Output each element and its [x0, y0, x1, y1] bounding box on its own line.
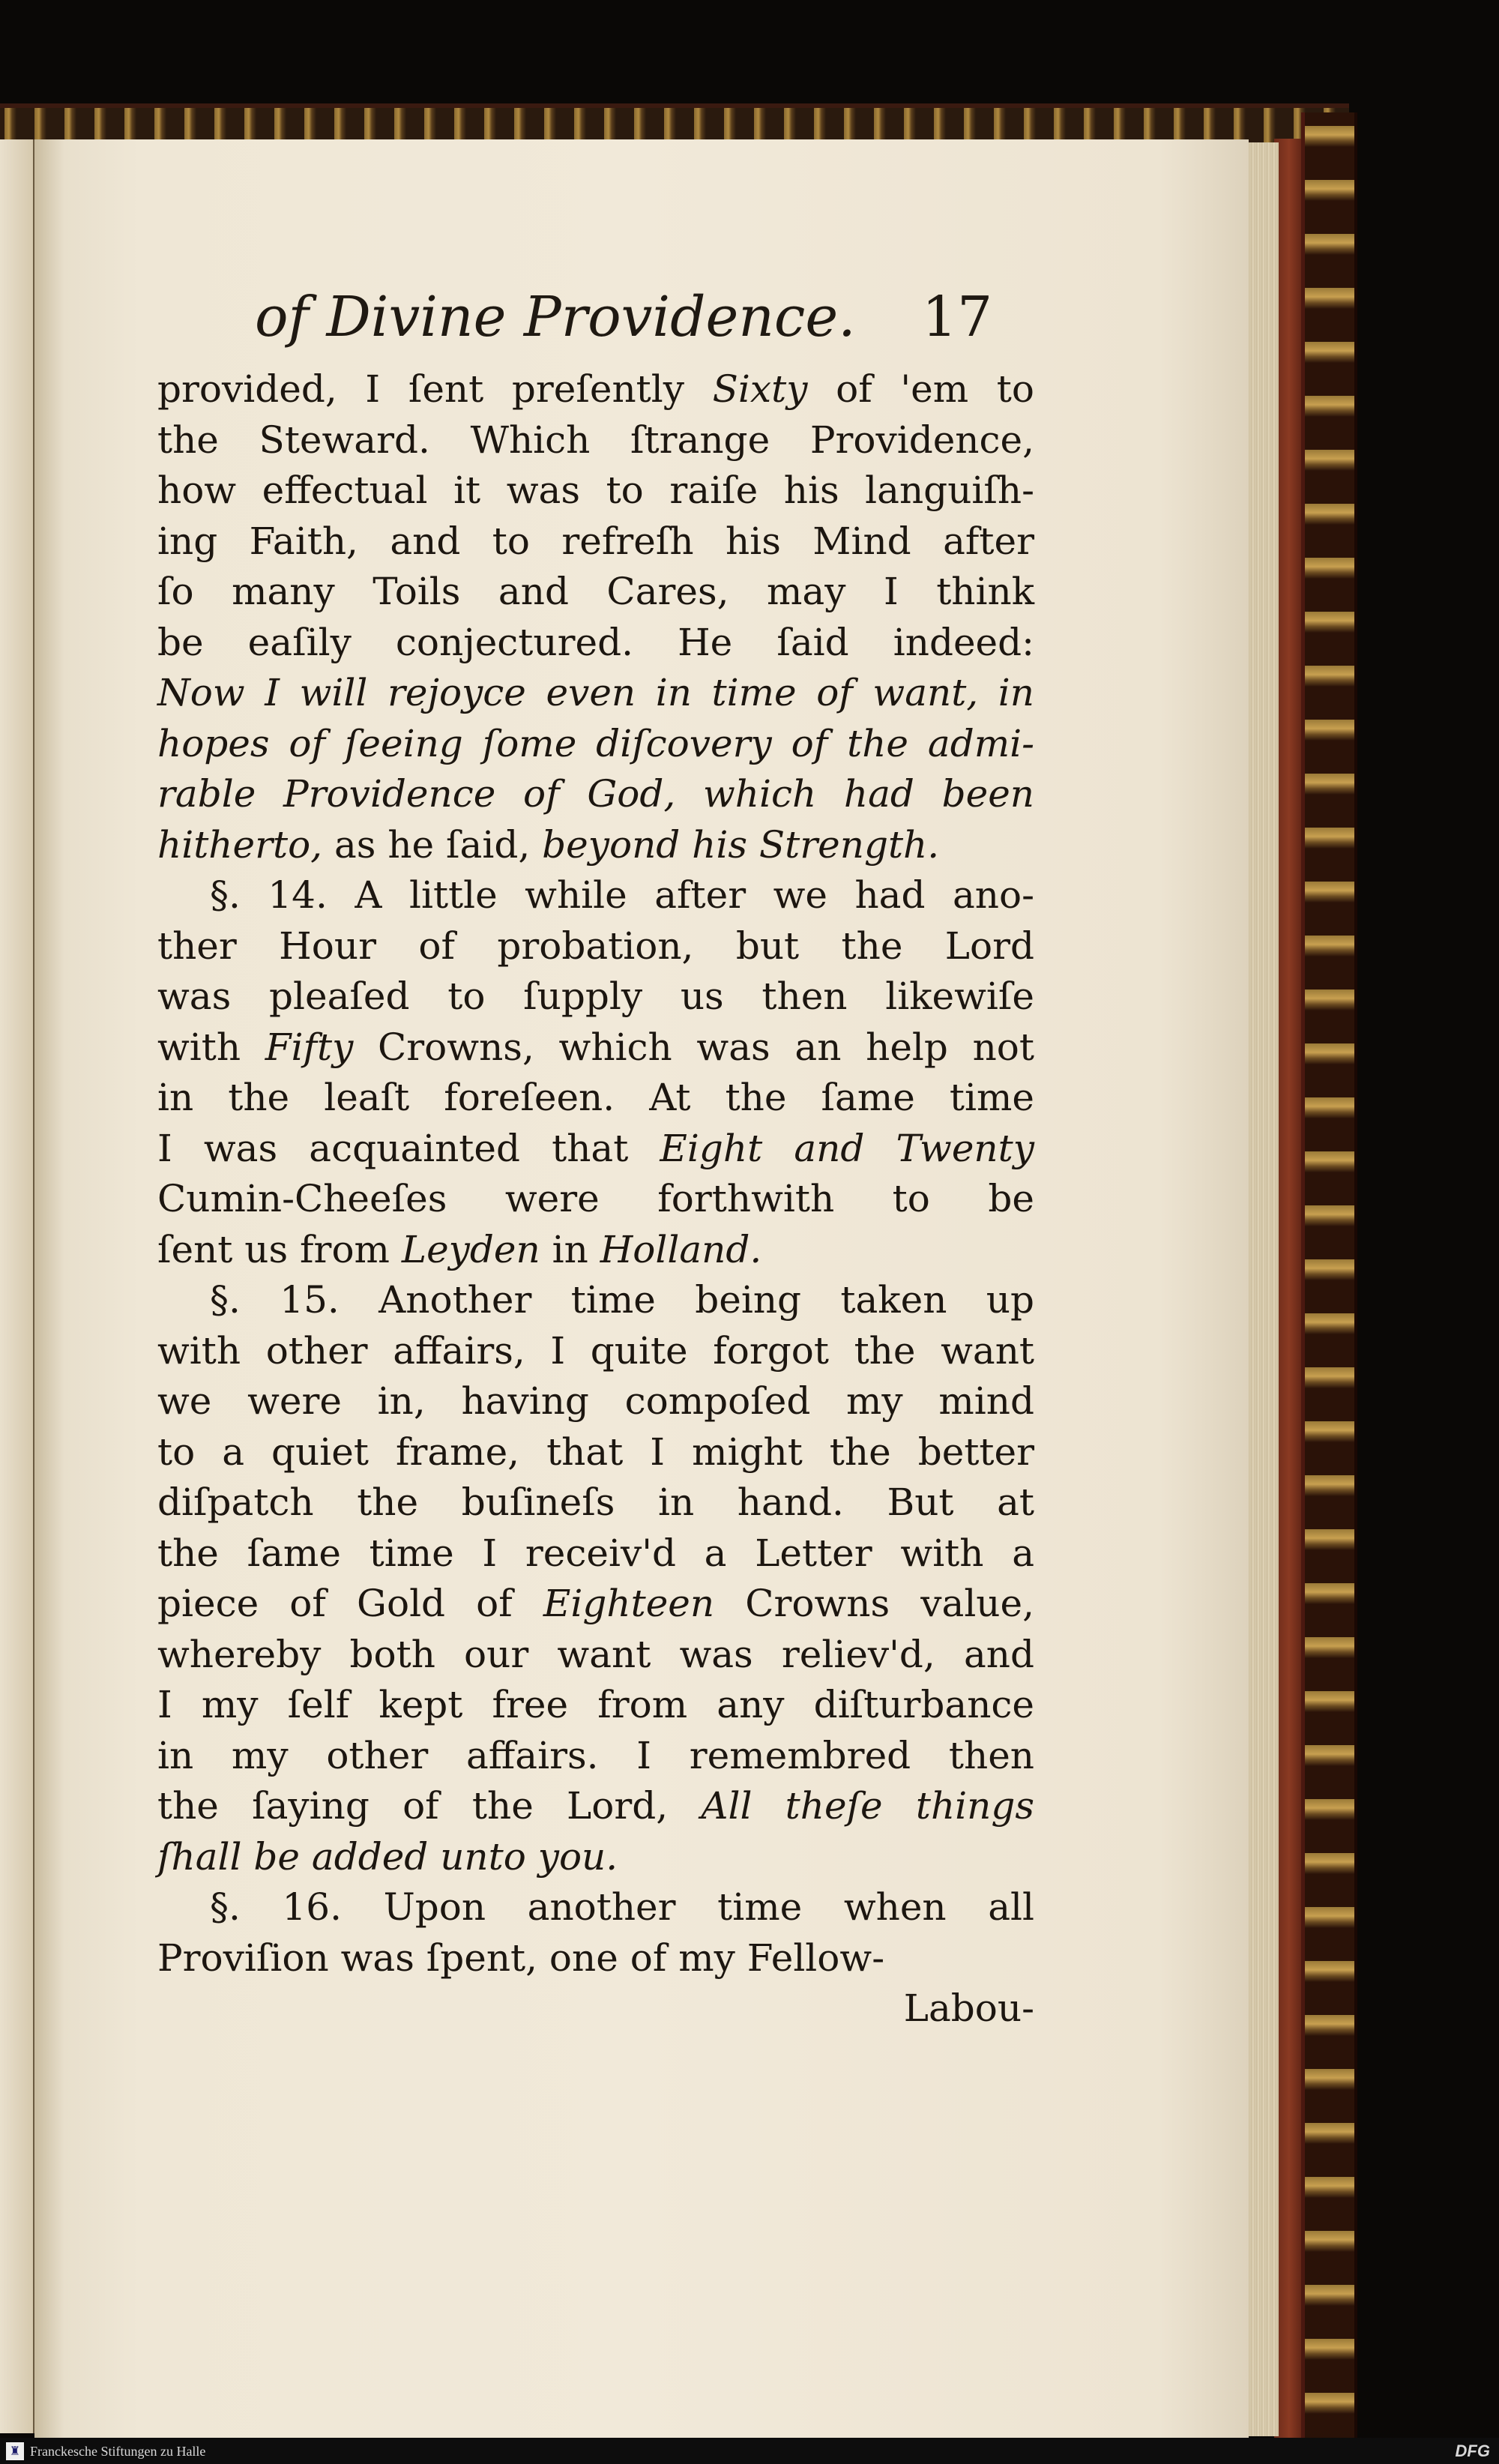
footer-bar	[0, 2438, 1499, 2464]
verso-page-edge	[0, 139, 35, 2433]
text-segment: Crowns, which was an help not	[353, 1025, 1034, 1069]
text-segment: in	[540, 1227, 600, 1271]
text-segment: piece of Gold of	[157, 1582, 543, 1625]
text-segment: ſo many Toils and Cares, may I think	[157, 570, 1034, 613]
page-number: 17	[922, 285, 993, 349]
text-segment: Proviſion was ſpent, one of my Fellow-	[157, 1936, 885, 1980]
italic-segment: Eight and Twenty	[660, 1126, 1034, 1170]
text-segment: §. 15. Another time being taken up	[210, 1278, 1034, 1322]
text-segment: ſent us from	[157, 1227, 402, 1271]
text-line	[157, 415, 1034, 466]
text-line	[157, 769, 1034, 820]
text-line	[157, 972, 1034, 1022]
text-segment: §. 16. Upon another time when all	[210, 1885, 1034, 1929]
text-line	[157, 921, 1034, 972]
text-segment: as he ſaid,	[322, 822, 543, 867]
text-segment: the Steward. Which ſtrange Providence,	[157, 418, 1034, 462]
text-segment: ther Hour of probation, but the Lord	[157, 924, 1034, 968]
text-line	[157, 1528, 1034, 1579]
text-line	[157, 719, 1034, 770]
text-segment: Crowns value,	[714, 1582, 1034, 1625]
text-line	[157, 364, 1034, 415]
italic-segment: ſhall be added unto you.	[157, 1834, 618, 1879]
text-line	[157, 466, 1034, 516]
running-head: of Divine Providence.	[255, 285, 856, 349]
italic-segment: All theſe things	[701, 1784, 1035, 1828]
binding-cover-edge	[1274, 139, 1304, 2448]
italic-segment: Now I will rejoyce even in time of want, in	[157, 671, 1034, 714]
text-line	[157, 1579, 1034, 1630]
text-line	[157, 1376, 1034, 1427]
funder-logo: DFG	[1455, 2442, 1490, 2460]
text-segment: in my other affairs. I remembred then	[157, 1733, 1034, 1777]
text-line	[157, 1275, 1034, 1326]
text-line	[157, 1933, 1034, 1984]
text-segment: of 'em to	[807, 367, 1035, 411]
body-text	[157, 364, 1034, 2034]
text-line	[157, 1781, 1034, 1832]
text-line	[157, 567, 1034, 618]
institution-credit: Franckesche Stiftungen zu Halle	[30, 2444, 206, 2459]
text-segment: provided, I ſent preſently	[157, 367, 713, 411]
text-line	[157, 1478, 1034, 1528]
text-segment: the ſame time I receiv'd a Letter with a	[157, 1531, 1034, 1575]
italic-segment: rable Providence of God, which had been	[157, 772, 1034, 816]
text-line	[157, 1326, 1034, 1377]
text-segment: §. 14. A little while after we had ano-	[210, 873, 1034, 917]
text-line	[157, 820, 1034, 871]
text-segment: Cumin-Cheeſes were forthwith to be	[157, 1177, 1034, 1220]
text-line	[157, 1731, 1034, 1782]
text-line	[157, 1124, 1034, 1175]
text-segment: with	[157, 1025, 265, 1069]
text-line	[157, 1832, 1034, 1883]
text-segment: we were in, having compoſed my mind	[157, 1379, 1034, 1423]
italic-segment: Holland.	[600, 1227, 762, 1271]
text-line	[157, 618, 1034, 669]
text-line	[157, 1427, 1034, 1478]
text-line	[157, 1022, 1034, 1073]
text-segment: I my ſelf kept free from any diſturbance	[157, 1683, 1034, 1726]
italic-segment: hitherto,	[157, 822, 323, 867]
gilt-spine-border	[1301, 112, 1357, 2444]
page-edges	[1244, 142, 1279, 2436]
text-line	[157, 1225, 1034, 1276]
italic-segment: hopes of ſeeing ſome diſcovery of the admi-	[157, 721, 1034, 765]
text-line	[157, 1882, 1034, 1933]
text-line	[157, 1680, 1034, 1731]
text-line	[157, 870, 1034, 921]
italic-segment: Fifty	[265, 1025, 354, 1069]
italic-segment: Eighteen	[543, 1582, 715, 1625]
text-line	[157, 1073, 1034, 1124]
text-line	[157, 1630, 1034, 1681]
italic-segment: Sixty	[712, 367, 808, 411]
text-segment: I was acquainted that	[157, 1126, 660, 1170]
text-segment: to a quiet frame, that I might the better	[157, 1430, 1034, 1474]
text-segment: be eaſily conjectured. He ſaid indeed:	[157, 620, 1034, 664]
text-segment: diſpatch the buſineſs in hand. But at	[157, 1480, 1034, 1524]
text-line	[157, 668, 1034, 719]
text-segment: the ſaying of the Lord,	[157, 1784, 702, 1828]
text-segment: whereby both our want was reliev'd, and	[157, 1632, 1034, 1676]
text-line	[157, 516, 1034, 567]
text-segment: with other affairs, I quite forgot the want	[157, 1328, 1034, 1373]
italic-segment: Leyden	[401, 1227, 540, 1271]
text-segment: how effectual it was to raiſe his languiſh-	[157, 469, 1034, 512]
text-segment: was pleaſed to ſupply us then likewiſe	[157, 975, 1034, 1018]
text-segment: in the leaſt foreſeen. At the ſame time	[157, 1076, 1034, 1119]
italic-segment: beyond his Strength.	[542, 822, 940, 867]
catchword: Labou-	[903, 1986, 1034, 2030]
institution-logo-icon: ♜	[6, 2442, 24, 2460]
text-line	[157, 1174, 1034, 1225]
text-segment: ing Faith, and to refreſh his Mind after	[157, 519, 1034, 563]
